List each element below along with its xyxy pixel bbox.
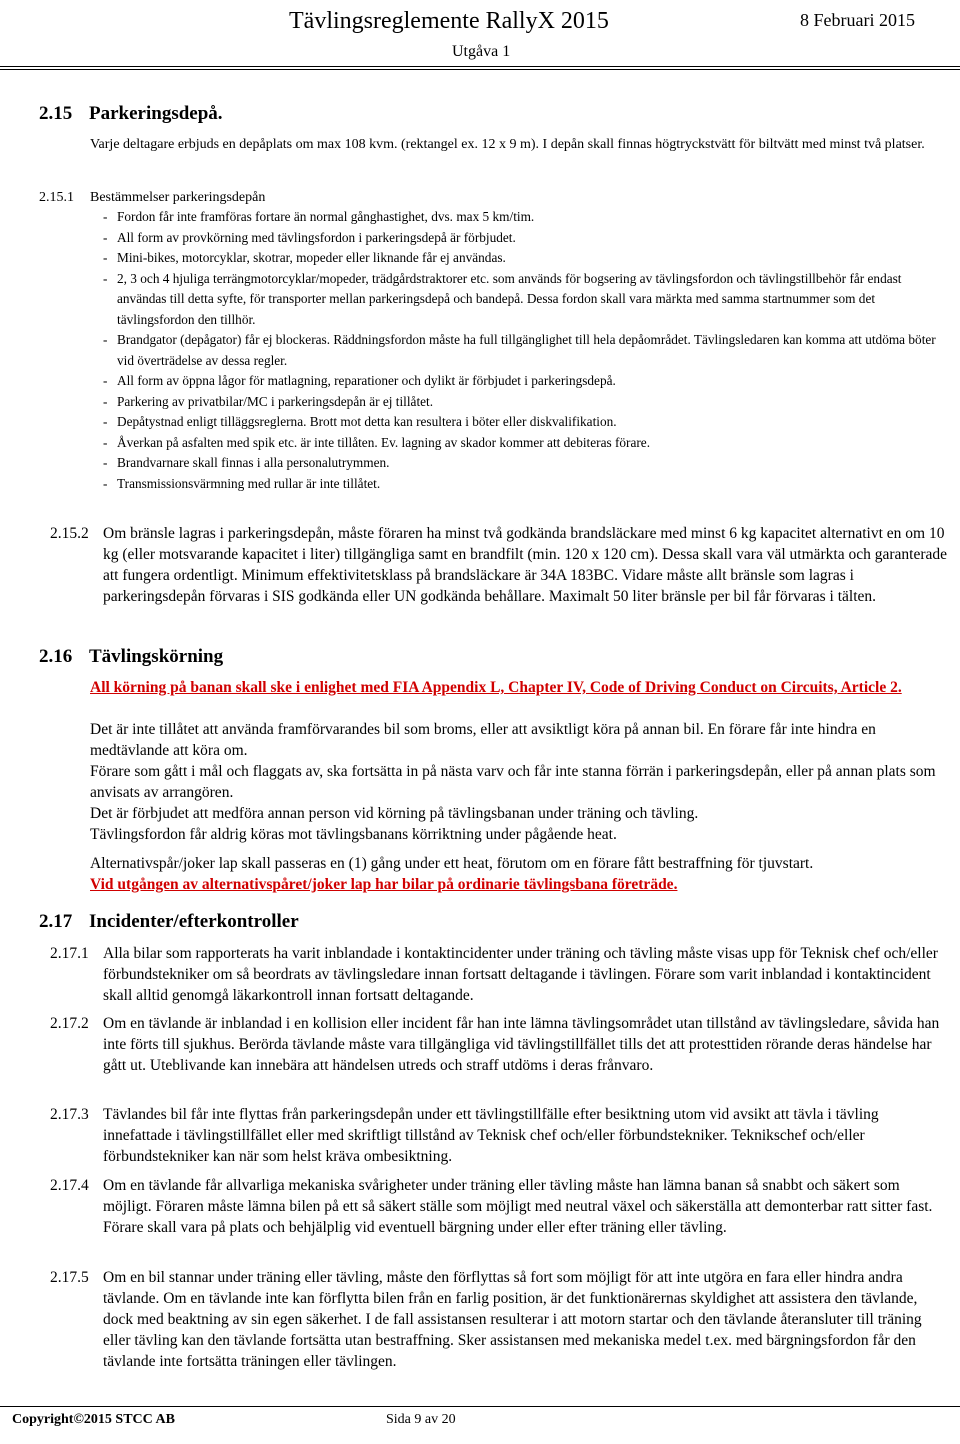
incident-rule: Alla bilar som rapporterats ha varit inblandade i kontaktincidenter under träning och tävling måste visas upp för Teknisk chef och/eller förbundstekniker om så beordrats av tävlingsledare innan fortsatt deltagande i tävlingen. Förare som varit inblandad i kontaktincident skall alltid genomgå läkarkontroll innan fortsatt deltagande. <box>103 945 938 1004</box>
document-date: 8 Februari 2015 <box>800 10 915 30</box>
footer-divider <box>0 1406 960 1407</box>
page-number: Sida 9 av 20 <box>386 1412 456 1427</box>
paragraph: Alternativspår/joker lap skall passeras en (1) gång under ett heat, förutom om en förare fått bestraffning för tjuvstart. <box>90 855 814 872</box>
depot-rules-list <box>103 207 948 494</box>
list-item: - Parkering av privatbilar/MC i parkeringsdepån är ej tillåtet. <box>103 392 948 413</box>
list-item: - All form av provkörning med tävlingsfordon i parkeringsdepå är förbjudet. <box>103 228 948 249</box>
section-number: 2.15 <box>39 103 73 124</box>
copyright-notice: Copyright©2015 STCC AB <box>12 1412 175 1427</box>
fuel-storage-rule: Om bränsle lagras i parkeringsdepån, måste föraren ha minst två godkända brandsläckare med minst 6 kg kapacitet alternativt en om 10 kg (eller motsvarande kapacitet i liter) tillgängliga samt en brandfilt (min. 120 x 120 cm). Dessa skall vara väl utmärkta och garanterade att fungera ordentligt. Minimum effektivitetsklass på brandsläckare är 34A 183BC. Vidare måste allt bränsle som lagras i parkeringsdepån förvaras i SIS godkända eller UN godkända behållare. Maximalt 50 liter bränsle per bil får förvaras i tälten. <box>103 525 948 605</box>
incident-rule: Om en tävlande får allvarliga mekaniska svårigheter under träning eller tävling måste han lämna banan så snabbt och säkert som möjligt. Föraren måste lämna bilen på ett så säkert ställe som möjligt med neutral växel och säkerställa att demonterbar ratt sitter fast. Förare skall vara på plats och behjälplig vid eventuell bärgning under eller efter träning eller tävling. <box>103 1177 933 1236</box>
section-number: 2.17 <box>39 911 73 932</box>
paragraph: Det är inte tillåtet att använda framförvarandes bil som broms, eller att avsiktligt köra på annan bil. En förare får inte hindra en medtävlande att köra om. <box>90 721 876 759</box>
section-heading-2-15 <box>39 103 223 125</box>
list-item: - All form av öppna lågor för matlagning, reparationer och dylikt är förbjudet i parkeringsdepå. <box>103 371 948 392</box>
list-item: - 2, 3 och 4 hjuliga terrängmotorcyklar/mopeder, trädgårdstraktorer etc. som används för bogsering av tävlingsfordon och tävlingstillbehör får endast användas till detta syfte, för transporter mellan parkeringsdepå och bandepå. Dessa fordon skall vara märkta med samma startnummer som det tävlingsfordon den tillhör. <box>103 269 948 331</box>
subsection-number: 2.17.3 <box>50 1106 89 1123</box>
header-divider <box>0 66 960 70</box>
document-edition: Utgåva 1 <box>452 43 511 60</box>
subsection-heading-2-15-1 <box>39 188 265 208</box>
incident-rule: Om en bil stannar under träning eller tävling, måste den förflyttas så fort som möjligt för att inte utgöra en fara eller hindra andra tävlande. Om en tävlande inte kan förflytta bilen från en farlig position, är det funktionärernas skyldighet att assistera den tävlande, dock med beaktning av sin egen säkerhet. I de fall assistansen resulterar i att motorn startar och den tävlande återansluter till träning eller tävling kan den tävlande fortsätta utan bestraffning. Sker assistansen med mekaniska medel t.ex. med bärgningsfordon får den tävlande inte fortsätta träningen eller tävlingen. <box>103 1269 922 1370</box>
list-item: - Mini-bikes, motorcyklar, skotrar, mopeder eller liknande får ej användas. <box>103 248 948 269</box>
subsection-number-2-15-2: 2.15.2 <box>50 525 89 542</box>
subsection-number: 2.17.2 <box>50 1015 89 1032</box>
incident-rule: Tävlandes bil får inte flyttas från parkeringsdepån under ett tävlingstillfälle efter besiktning utom vid avsikt att tävla i tävling innefattade i tävlingstillfället eller med skriftligt tillstånd av Teknisk chef och/eller förbundstekniker. Teknikschef och/eller förbundstekniker kan när som helst kräva ombesiktning. <box>103 1106 879 1165</box>
subsection-number: 2.17.5 <box>50 1269 89 1286</box>
section-title: Tävlingskörning <box>89 646 224 667</box>
paragraph: Tävlingsfordon får aldrig köras mot tävlingsbanans körriktning under pågående heat. <box>90 826 617 843</box>
paragraph: Förare som gått i mål och flaggats av, ska fortsätta in på nästa varv och får inte stanna förrän i parkeringsdepån, eller på annan plats som anvisats av arrangören. <box>90 763 936 801</box>
section-title: Parkeringsdepå. <box>89 103 223 124</box>
joker-lap-priority-text: Vid utgången av alternativspåret/joker lap har bilar på ordinarie tävlingsbana företräde. <box>90 876 678 893</box>
section-heading-2-17 <box>39 911 299 933</box>
incident-rule: Om en tävlande är inblandad i en kollision eller incident får han inte lämna tävlingsområdet utan tillstånd av tävlingsledare, såvida han inte förts till sjukhus. Berörda tävlande måste vara tillgängliga vid tävlingstillfället tills det att protesttiden rörande deras händelse har gått ut. Uteblivande kan innebära att händelsen utreds och straff utdöms i deras frånvaro. <box>103 1015 940 1074</box>
section-heading-2-16 <box>39 646 223 668</box>
subsection-title: Bestämmelser parkeringsdepån <box>90 190 266 205</box>
section-number: 2.16 <box>39 646 73 667</box>
subsection-number: 2.15.1 <box>39 190 74 205</box>
list-item: - Depåtystnad enligt tilläggsreglerna. Brott mot detta kan resultera i böter eller diskvalifikation. <box>103 412 948 433</box>
subsection-number: 2.17.1 <box>50 945 89 962</box>
list-item: - Brandvarnare skall finnas i alla personalutrymmen. <box>103 453 948 474</box>
list-item: - Åverkan på asfalten med spik etc. är inte tillåten. Ev. lagning av skador kommer att debiteras förare. <box>103 433 948 454</box>
section-title: Incidenter/efterkontroller <box>89 911 299 932</box>
fia-reference-text: All körning på banan skall ske i enlighet med FIA Appendix L, Chapter IV, Code of Driving Conduct on Circuits, Article 2. <box>90 679 902 696</box>
document-title: Tävlingsreglemente RallyX 2015 <box>289 8 609 34</box>
paragraph: Det är förbjudet att medföra annan person vid körning på tävlingsbanan under träning och tävling. <box>90 805 699 822</box>
subsection-number: 2.17.4 <box>50 1177 89 1194</box>
list-item: - Transmissionsvärmning med rullar är inte tillåtet. <box>103 474 948 495</box>
list-item: - Brandgator (depågator) får ej blockeras. Räddningsfordon måste ha full tillgänglighet till hela depåområdet. Tävlingsledaren kan komma att utdöma böter vid överträdelse av dessa regler. <box>103 330 948 371</box>
list-item: - Fordon får inte framföras fortare än normal gånghastighet, dvs. max 5 km/tim. <box>103 207 948 228</box>
section-intro: Varje deltagare erbjuds en depåplats om max 108 kvm. (rektangel ex. 12 x 9 m). I depån skall finnas högtryckstvätt för biltvätt med minst två platser. <box>90 137 925 152</box>
